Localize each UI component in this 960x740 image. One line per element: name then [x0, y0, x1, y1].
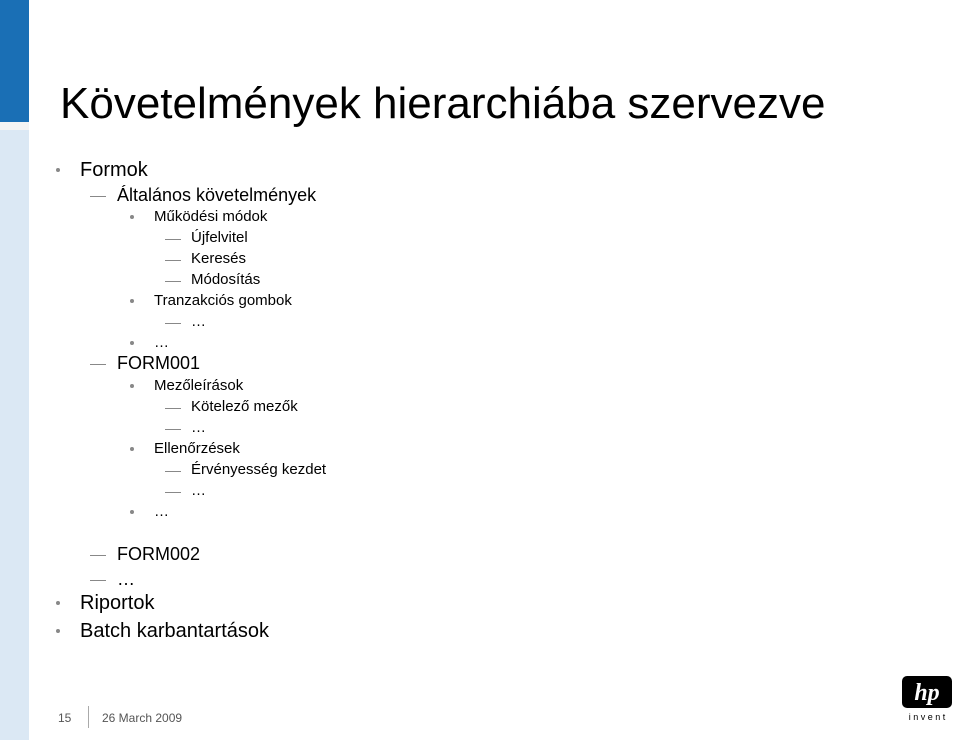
- outline-item-level-4: …: [191, 482, 206, 499]
- footer-divider: [88, 706, 89, 728]
- sidebar-accent-bar: [0, 0, 29, 122]
- outline-item-level-4: Kötelező mezők: [191, 398, 298, 415]
- outline-item-level-3: Ellenőrzések: [154, 440, 240, 457]
- outline-item-level-2: Általános követelmények: [117, 185, 317, 205]
- outline-item-level-1: Riportok: [80, 592, 155, 614]
- outline-item-level-3: …: [154, 334, 169, 351]
- outline-item-level-3: Tranzakciós gombok: [154, 292, 292, 309]
- outline-item-level-4: …: [191, 313, 206, 330]
- bullet-icon: [130, 510, 134, 514]
- outline-item-level-1: Batch karbantartások: [80, 620, 269, 642]
- hp-logo-mark: hp: [914, 680, 940, 706]
- outline-item-level-3: Működési módok: [154, 208, 268, 225]
- bullet-icon: [130, 215, 134, 219]
- bullet-icon: [130, 299, 134, 303]
- hp-logo-tagline: i n v e n t: [908, 712, 946, 722]
- dash-icon: [90, 364, 106, 365]
- dash-icon: [165, 260, 181, 261]
- dash-icon: [90, 555, 106, 556]
- bullet-icon: [130, 384, 134, 388]
- sidebar-light-bar: [0, 130, 29, 740]
- outline-item-level-3: Mezőleírások: [154, 377, 244, 394]
- sidebar-strip: [0, 0, 29, 740]
- outline-item-level-2: …: [117, 569, 135, 589]
- outline-item-level-2: FORM002: [117, 544, 201, 564]
- hp-logo-icon: [898, 674, 956, 722]
- outline-item-level-4: Érvényesség kezdet: [191, 461, 327, 478]
- dash-icon: [165, 323, 181, 324]
- outline-item-level-2: FORM001: [117, 353, 201, 373]
- dash-icon: [165, 471, 181, 472]
- dash-icon: [165, 281, 181, 282]
- bullet-icon: [56, 629, 60, 633]
- dash-icon: [165, 239, 181, 240]
- dash-icon: [165, 429, 181, 430]
- slide-title: Követelmények hierarchiába szervezve: [60, 79, 826, 128]
- outline-item-level-4: Újfelvitel: [191, 229, 248, 246]
- page-number: 15: [58, 711, 72, 725]
- dash-icon: [90, 196, 106, 197]
- bullet-icon: [56, 168, 60, 172]
- hp-logo: [898, 674, 956, 722]
- outline-item-level-3: …: [154, 503, 169, 520]
- outline-item-level-4: …: [191, 419, 206, 436]
- bullet-icon: [130, 341, 134, 345]
- footer-date: 26 March 2009: [102, 711, 183, 725]
- dash-icon: [165, 492, 181, 493]
- outline-item-level-4: Módosítás: [191, 271, 261, 288]
- outline-item-level-4: Keresés: [191, 250, 247, 267]
- outline-item-level-1: Formok: [80, 159, 148, 181]
- bullet-icon: [130, 447, 134, 451]
- bullet-icon: [56, 601, 60, 605]
- dash-icon: [90, 580, 106, 581]
- dash-icon: [165, 408, 181, 409]
